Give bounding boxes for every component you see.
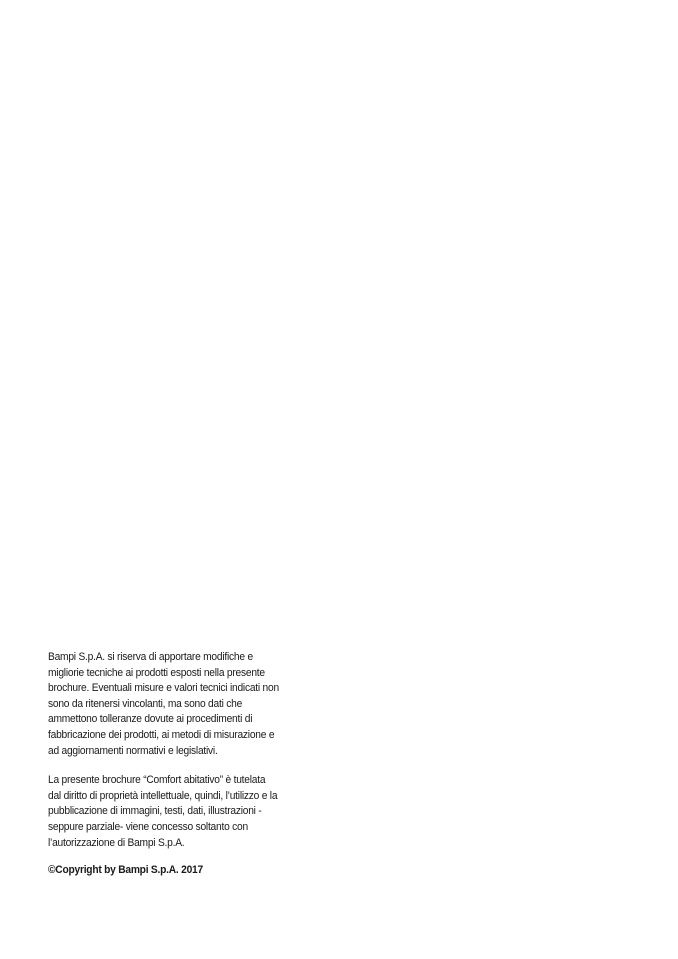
rights-paragraph [48, 773, 301, 851]
copyright-notice: ©Copyright by Bampi S.p.A. 2017 [48, 864, 203, 877]
rights-line: seppure parziale- viene concesso soltanto con [48, 820, 248, 833]
legal-notice [48, 650, 301, 879]
disclaimer-paragraph [48, 650, 301, 759]
rights-line: La presente brochure “Comfort abitativo” è tutelata [48, 774, 266, 787]
disclaimer-line: migliorie tecniche ai prodotti esposti nella presente [48, 666, 265, 679]
disclaimer-line: sono da ritenersi vincolanti, ma sono dati che [48, 697, 243, 710]
disclaimer-line: fabbricazione dei prodotti, ai metodi di misurazione e [48, 728, 275, 741]
rights-line: dal diritto di proprietà intellettuale, quindi, l’utilizzo e la [48, 789, 278, 802]
disclaimer-line: ammettono tolleranze dovute ai procedimenti di [48, 713, 253, 726]
rights-line: l’autorizzazione di Bampi S.p.A. [48, 836, 185, 849]
disclaimer-line: Bampi S.p.A. si riserva di apportare modifiche e [48, 651, 253, 663]
rights-line: pubblicazione di immagini, testi, dati, illustrazioni - [48, 805, 262, 818]
disclaimer-line: brochure. Eventuali misure e valori tecnici indicati non [48, 682, 279, 695]
disclaimer-line: ad aggiornamenti normativi e legislativi. [48, 744, 218, 757]
